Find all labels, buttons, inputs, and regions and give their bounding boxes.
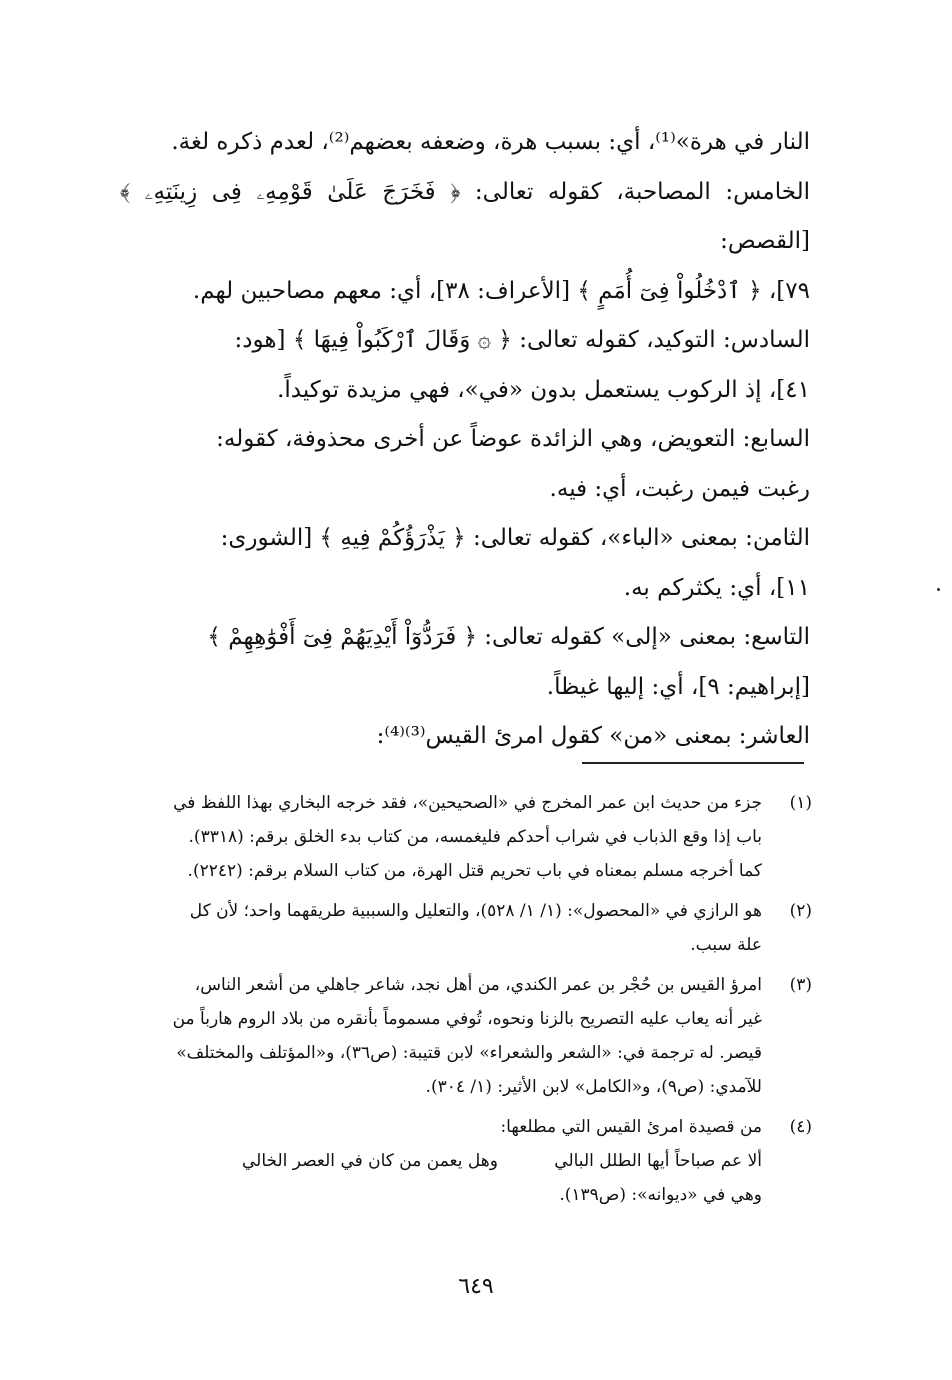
footnote-line: قيصر. له ترجمة في: «الشعر والشعراء» لابن قتيبة: (ص٣٦)، و«المؤتلف والمختلف» bbox=[176, 1043, 762, 1063]
footnote-line: علة سبب. bbox=[690, 935, 762, 955]
main-line: الخامس: المصاحبة، كقوله تعالى: ﴿ فَخَرَجَ عَلَىٰ قَوْمِهِۦ فِى زِينَتِهِۦ ﴾ [القصص: bbox=[120, 178, 810, 254]
footnote-2 bbox=[120, 894, 812, 962]
footnote-line: وهي في «ديوانه»: (ص١٣٩). bbox=[559, 1185, 762, 1205]
main-line: ٧٩]، ﴿ ٱدْخُلُواْ فِىٓ أُمَمٍ ﴾ [الأعراف: ٣٨]، أي: معهم مصاحبين لهم. bbox=[192, 277, 810, 304]
footnote-3 bbox=[120, 968, 812, 1104]
main-text bbox=[120, 118, 810, 762]
page-number: ٦٤٩ bbox=[458, 1274, 494, 1299]
footnote-number: (٢) bbox=[789, 901, 812, 921]
main-line: رغبت فيمن رغبت، أي: فيه. bbox=[549, 475, 810, 502]
footnote-line: من قصيدة امرئ القيس التي مطلعها: bbox=[500, 1117, 762, 1137]
main-line: [إبراهيم: ٩]، أي: إليها غيظاً. bbox=[546, 673, 810, 700]
main-line: السادس: التوكيد، كقوله تعالى: ﴿ ۞ وَقَالَ ٱرْكَبُواْ فِيهَا ﴾ [هود: bbox=[234, 327, 810, 353]
main-line: ١١]، أي: يكثركم به. bbox=[623, 574, 810, 601]
footnote-4 bbox=[120, 1110, 812, 1212]
footnotes bbox=[120, 786, 812, 1218]
footnote-line: هو الرازي في «المحصول»: (١/ ١/ ٥٢٨)، والتعليل والسببية طريقهما واحد؛ لأن كل bbox=[189, 901, 762, 921]
main-line: ٤١]، إذ الركوب يستعمل بدون «في»، فهي مزيدة توكيداً. bbox=[277, 376, 810, 403]
footnote-line: امرؤ القيس بن حُجْر بن عمر الكندي، من أهل نجد، شاعر جاهلي من أشعر الناس، bbox=[194, 975, 762, 995]
footnote-number: (٣) bbox=[789, 975, 812, 995]
footnote-line: باب إذا وقع الذباب في شراب أحدكم فليغمسه، من كتاب بدء الخلق برقم: (٣٣١٨). bbox=[188, 827, 762, 847]
footnote-line: غير أنه يعاب عليه التصريح بالزنا ونحوه، تُوفي مسموماً بأنقره من بلاد الروم هارباً من bbox=[172, 1009, 762, 1029]
scan-speck bbox=[937, 588, 940, 591]
footnote-number: (١) bbox=[789, 793, 812, 813]
footnote-text bbox=[120, 1110, 762, 1212]
verse-hemistich-2: وهل يعمن من كان في العصر الخالي bbox=[242, 1151, 498, 1171]
footnote-line: كما أخرجه مسلم بمعناه في باب تحريم قتل الهرة، من كتاب السلام برقم: (٢٢٤٢). bbox=[187, 861, 762, 881]
footnote-number: (٤) bbox=[789, 1117, 812, 1137]
verse-hemistich-1: ألا عم صباحاً أيها الطلل البالي bbox=[554, 1151, 762, 1171]
poem-verse bbox=[242, 1144, 762, 1178]
footnote-text bbox=[120, 894, 762, 962]
main-line: السابع: التعويض، وهي الزائدة عوضاً عن أخرى محذوفة، كقوله: bbox=[216, 426, 810, 452]
main-line: الثامن: بمعنى «الباء»، كقوله تعالى: ﴿ يَذْرَؤُكُمْ فِيهِ ﴾ [الشورى: bbox=[220, 525, 810, 551]
main-line: النار في هرة»⁽¹⁾، أي: بسبب هرة، وضعفه بعضهم⁽²⁾، لعدم ذكره لغة. bbox=[171, 129, 810, 155]
footnote-line: جزء من حديث ابن عمر المخرج في «الصحيحين»، فقد خرجه البخاري بهذا اللفظ في bbox=[173, 793, 762, 813]
footnote-1 bbox=[120, 786, 812, 888]
footnote-text bbox=[120, 968, 762, 1104]
footnote-line: للآمدي: (ص٩)، و«الكامل» لابن الأثير: (١/ ٣٠٤). bbox=[425, 1077, 762, 1097]
footnote-divider bbox=[582, 762, 804, 764]
footnote-text bbox=[120, 786, 762, 888]
main-line: العاشر: بمعنى «من» كقول امرئ القيس⁽³⁾⁽⁴⁾: bbox=[376, 723, 810, 749]
main-line: التاسع: بمعنى «إلى» كقوله تعالى: ﴿ فَرَدُّوٓاْ أَيْدِيَهُمْ فِىٓ أَفْوَٰهِهِمْ ﴾ bbox=[207, 624, 810, 650]
